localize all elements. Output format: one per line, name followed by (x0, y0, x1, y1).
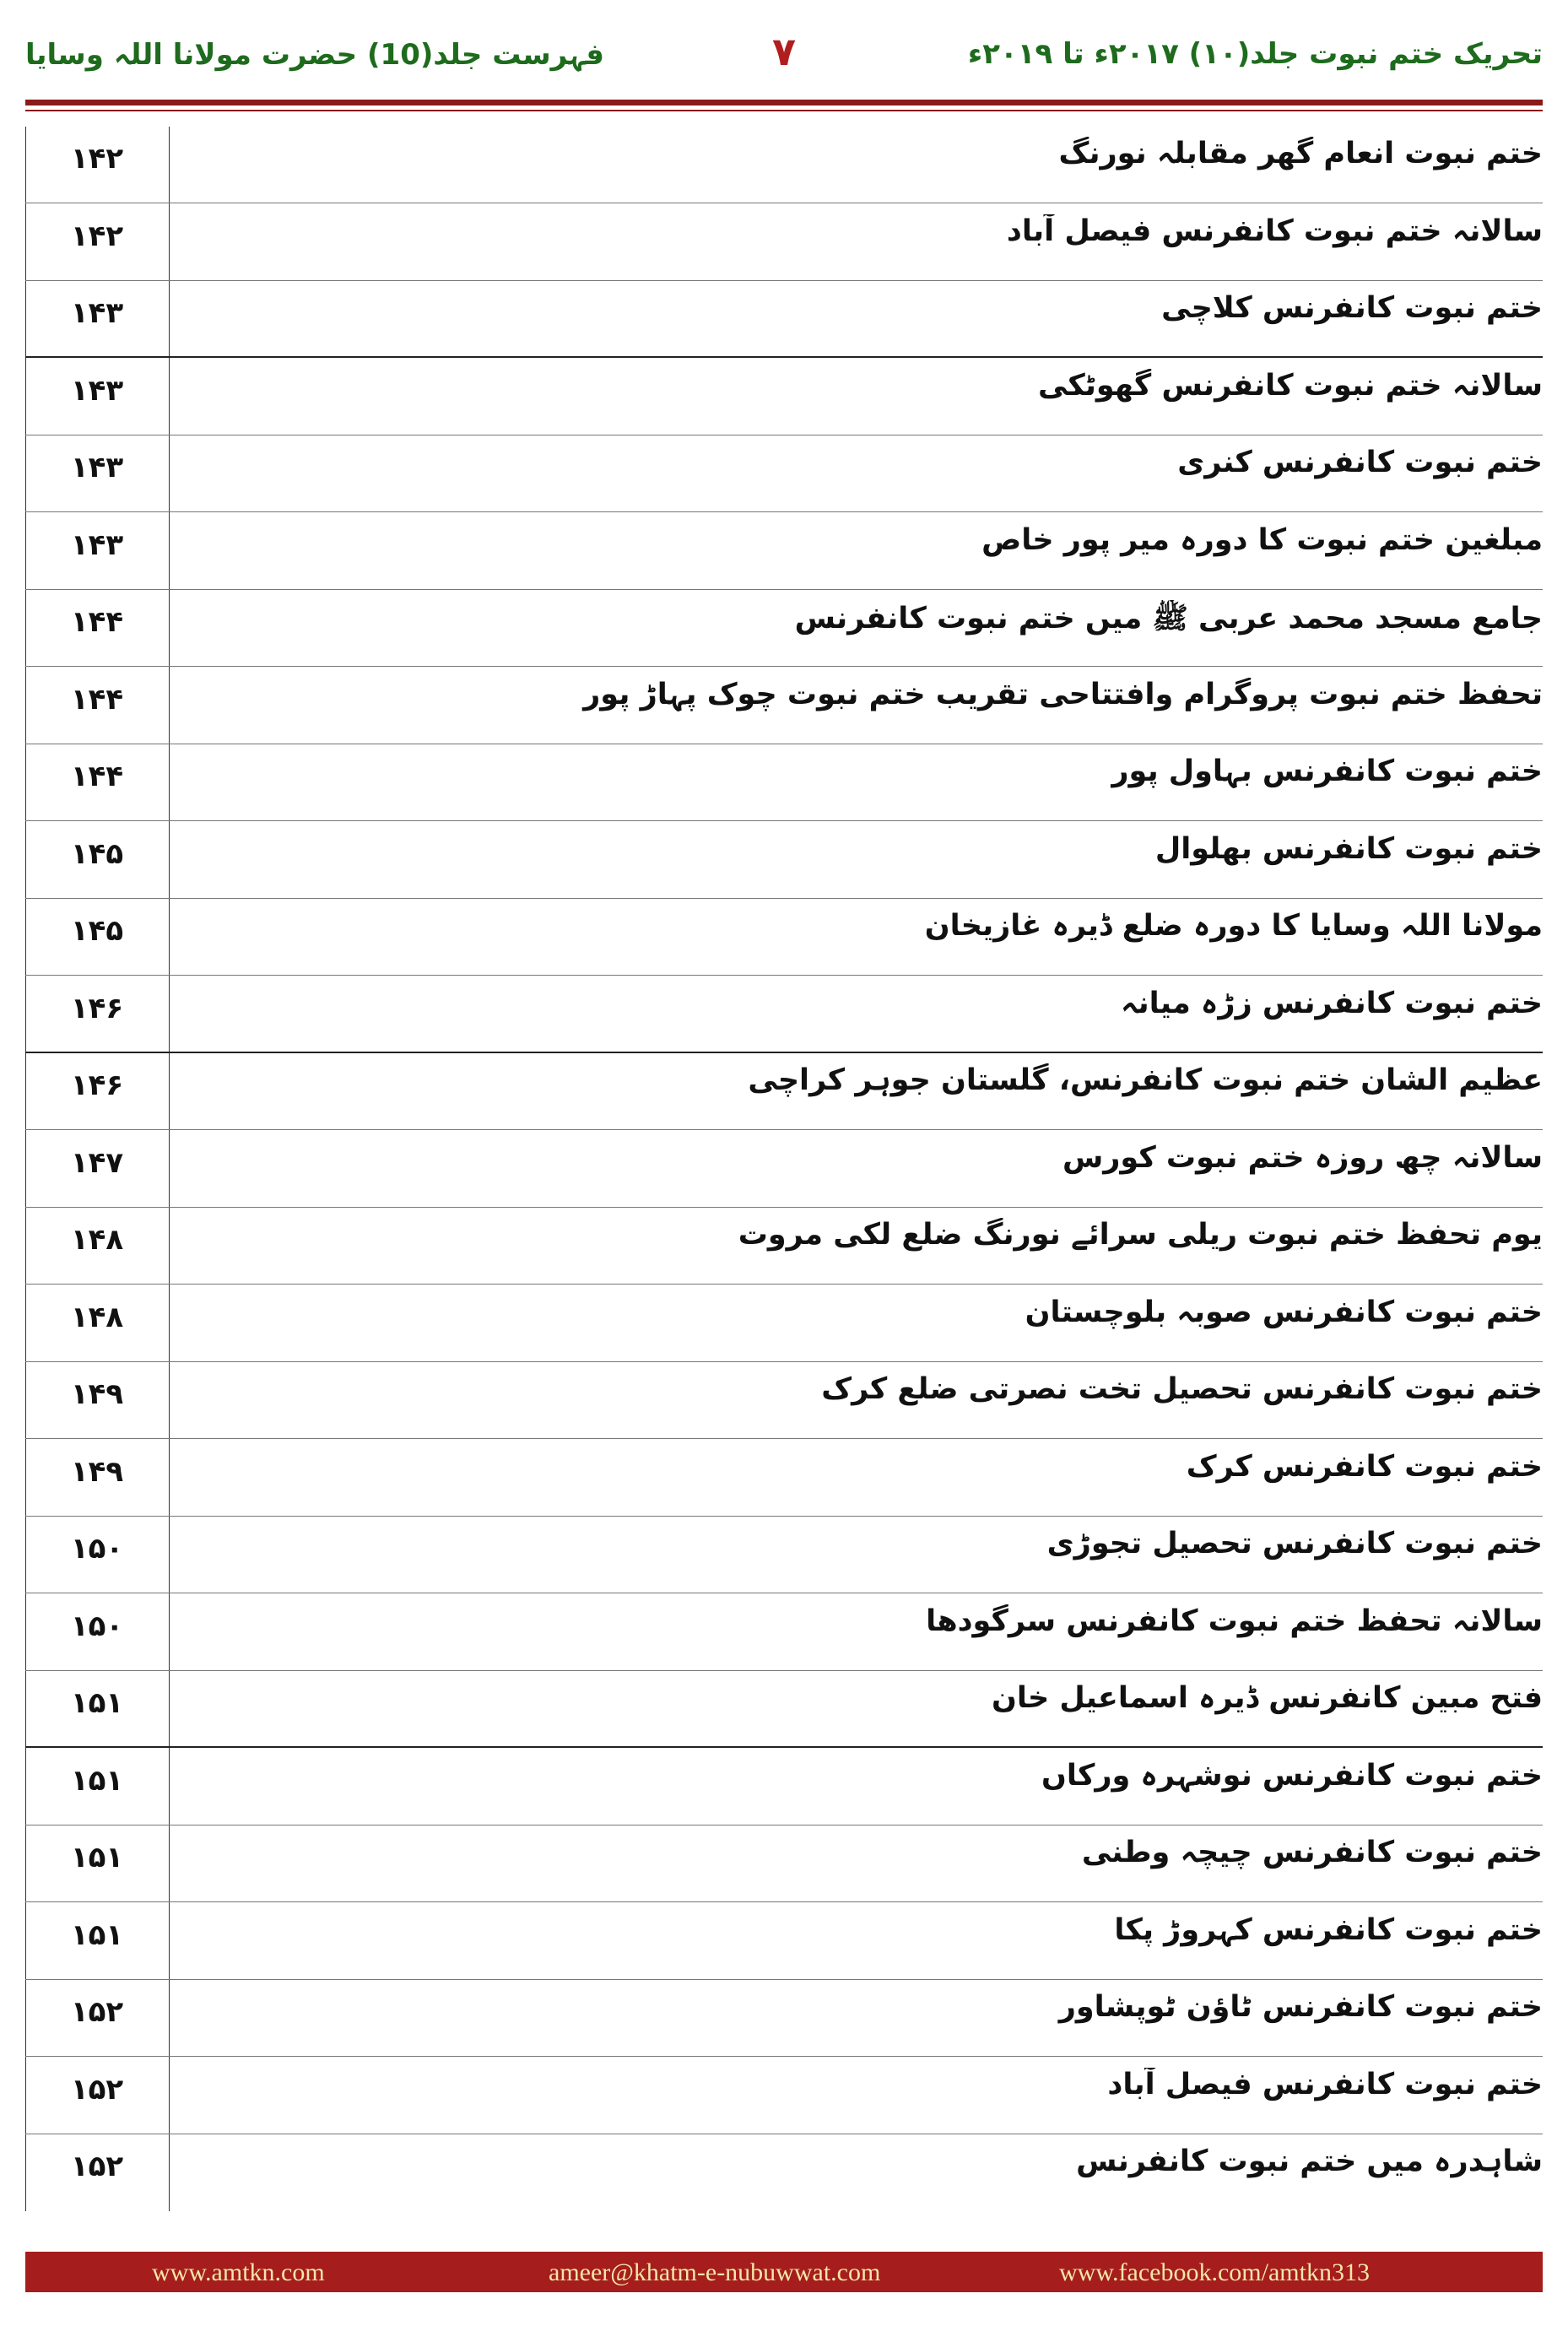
toc-entry-page: ۱۴۳ (70, 527, 124, 562)
toc-entry-page: ۱۵۰ (70, 1609, 124, 1643)
toc-entry-title: عظیم الشان ختم نبوت کانفرنس، گلستان جوہر کراچی (748, 1063, 1543, 1097)
toc-row[interactable] (25, 744, 1543, 821)
toc-entry-title: ختم نبوت کانفرنس فیصل آباد (1107, 2067, 1543, 2101)
page-number: ۷ (771, 29, 797, 74)
header-divider (25, 100, 1543, 105)
header-divider-thin (25, 110, 1543, 111)
toc-row[interactable] (25, 1980, 1543, 2057)
toc-entry-title: ختم نبوت کانفرنس بہاول پور (1111, 755, 1543, 788)
toc-entry-page: ۱۴۳ (70, 373, 124, 408)
toc-entry-page: ۱۴۲ (70, 219, 124, 253)
toc-entry-page: ۱۴۵ (70, 914, 124, 948)
toc-entry-page: ۱۴۴ (70, 682, 124, 717)
toc-row[interactable] (25, 1285, 1543, 1362)
toc-entry-page: ۱۴۴ (70, 605, 124, 639)
toc-entry-page: ۱۴۶ (70, 1068, 124, 1102)
toc-entry-title: جامع مسجد محمد عربی ﷺ میں ختم نبوت کانفرنس (794, 602, 1543, 636)
toc-row[interactable] (25, 1749, 1543, 1825)
page-footer (25, 2252, 1543, 2292)
toc-entry-title: شاہدرہ میں ختم نبوت کانفرنس (1076, 2145, 1543, 2178)
toc-entry-title: ختم نبوت کانفرنس کرک (1186, 1449, 1543, 1484)
toc-entry-page: ۱۴۳ (70, 296, 124, 330)
toc-row[interactable] (25, 1131, 1543, 1208)
toc-entry-title: مبلغین ختم نبوت کا دورہ میر پور خاص (981, 522, 1543, 557)
toc-entry-title: سالانہ ختم نبوت کانفرنس فیصل آباد (1006, 214, 1543, 248)
toc-row[interactable] (25, 1594, 1543, 1671)
toc-entry-page: ۱۴۷ (70, 1145, 124, 1180)
facebook-link[interactable]: www.facebook.com/amtkn313 (1059, 2258, 1370, 2286)
toc-entry-title: ختم نبوت کانفرنس چیچہ وطنی (1081, 1836, 1543, 1869)
toc-row[interactable] (25, 976, 1543, 1053)
toc-row[interactable] (25, 281, 1543, 358)
toc-row[interactable] (25, 1053, 1543, 1130)
toc-row[interactable] (25, 204, 1543, 281)
toc-entry-title: ختم نبوت کانفرنس کنری (1177, 446, 1543, 479)
toc-entry-page: ۱۵۱ (70, 1686, 124, 1720)
toc-entry-title: ختم نبوت کانفرنس صوبہ بلوچستان (1025, 1295, 1543, 1329)
toc-row[interactable] (25, 668, 1543, 744)
toc-entry-page: ۱۵۰ (70, 1532, 124, 1566)
toc-row[interactable] (25, 1671, 1543, 1748)
toc-row[interactable] (25, 822, 1543, 899)
toc-entry-title: ختم نبوت کانفرنس کہروڑ پکا (1114, 1912, 1543, 1947)
toc-entry-title: ختم نبوت انعام گھر مقابلہ نورنگ (1058, 137, 1543, 170)
toc-entry-page: ۱۵۲ (70, 1995, 124, 2029)
toc-entry-title: سالانہ چھ روزہ ختم نبوت کورس (1062, 1140, 1543, 1175)
toc-entry-title: سالانہ تحفظ ختم نبوت کانفرنس سرگودھا (926, 1604, 1543, 1638)
toc-entry-page: ۱۴۲ (70, 142, 124, 176)
toc-entry-page: ۱۵۲ (70, 2150, 124, 2183)
toc-row[interactable] (25, 435, 1543, 512)
toc-entry-title: ختم نبوت کانفرنس بھلوال (1154, 831, 1543, 866)
toc-entry-title: مولانا اللہ وسایا کا دورہ ضلع ڈیرہ غازیخان (924, 909, 1543, 943)
toc-entry-page: ۱۵۲ (70, 2072, 124, 2107)
email-link[interactable]: ameer@khatm-e-nubuwwat.com (549, 2258, 881, 2286)
toc-row[interactable] (25, 590, 1543, 667)
toc-row[interactable] (25, 513, 1543, 590)
volume-index-title: فہرست جلد(10) حضرت مولانا اللہ وسایا (25, 38, 605, 72)
table-of-contents (25, 127, 1543, 2211)
toc-entry-title: یوم تحفظ ختم نبوت ریلی سرائے نورنگ ضلع لکی مروت (738, 1218, 1543, 1252)
toc-entry-page: ۱۴۹ (70, 1454, 124, 1489)
website-link[interactable]: www.amtkn.com (152, 2258, 325, 2286)
book-title: تحریک ختم نبوت جلد(۱۰) ۲۰۱۷ء تا ۲۰۱۹ء (967, 37, 1543, 71)
toc-entry-page: ۱۵۱ (70, 1763, 124, 1798)
toc-row[interactable] (25, 1440, 1543, 1517)
toc-row[interactable] (25, 1208, 1543, 1285)
toc-row[interactable] (25, 2058, 1543, 2134)
toc-row[interactable] (25, 899, 1543, 976)
toc-row[interactable] (25, 1517, 1543, 1593)
toc-entry-page: ۱۴۹ (70, 1377, 124, 1411)
toc-entry-page: ۱۴۴ (70, 760, 124, 793)
toc-entry-title: فتح مبین کانفرنس ڈیرہ اسماعیل خان (991, 1681, 1543, 1715)
toc-row[interactable] (25, 359, 1543, 435)
toc-entry-title: ختم نبوت کانفرنس نوشہرہ ورکاں (1041, 1758, 1543, 1793)
toc-row[interactable] (25, 1362, 1543, 1439)
toc-entry-page: ۱۴۵ (70, 836, 124, 871)
toc-row[interactable] (25, 2134, 1543, 2211)
toc-entry-title: سالانہ ختم نبوت کانفرنس گھوٹکی (1037, 368, 1543, 403)
page-header (25, 25, 1543, 93)
toc-row[interactable] (25, 127, 1543, 203)
toc-entry-page: ۱۴۸ (70, 1223, 124, 1257)
toc-entry-page: ۱۴۶ (70, 991, 124, 1025)
toc-entry-title: ختم نبوت کانفرنس ٹاؤن ٹوپشاور (1058, 1990, 1543, 2024)
toc-entry-page: ۱۵۱ (70, 1841, 124, 1874)
toc-entry-title: ختم نبوت کانفرنس کلاچی (1161, 291, 1543, 325)
toc-entry-title: ختم نبوت کانفرنس تحصیل تخت نصرتی ضلع کرک (821, 1372, 1543, 1406)
toc-row[interactable] (25, 1825, 1543, 1902)
toc-entry-title: تحفظ ختم نبوت پروگرام وافتتاحی تقریب ختم نبوت چوک پہاڑ پور (583, 677, 1543, 711)
toc-entry-title: ختم نبوت کانفرنس تحصیل تجوڑی (1046, 1527, 1543, 1560)
toc-row[interactable] (25, 1903, 1543, 1980)
toc-entry-title: ختم نبوت کانفرنس زڑہ میانہ (1120, 986, 1543, 1020)
toc-entry-page: ۱۴۳ (70, 451, 124, 484)
toc-entry-page: ۱۵۱ (70, 1917, 124, 1952)
toc-entry-page: ۱۴۸ (70, 1300, 124, 1334)
